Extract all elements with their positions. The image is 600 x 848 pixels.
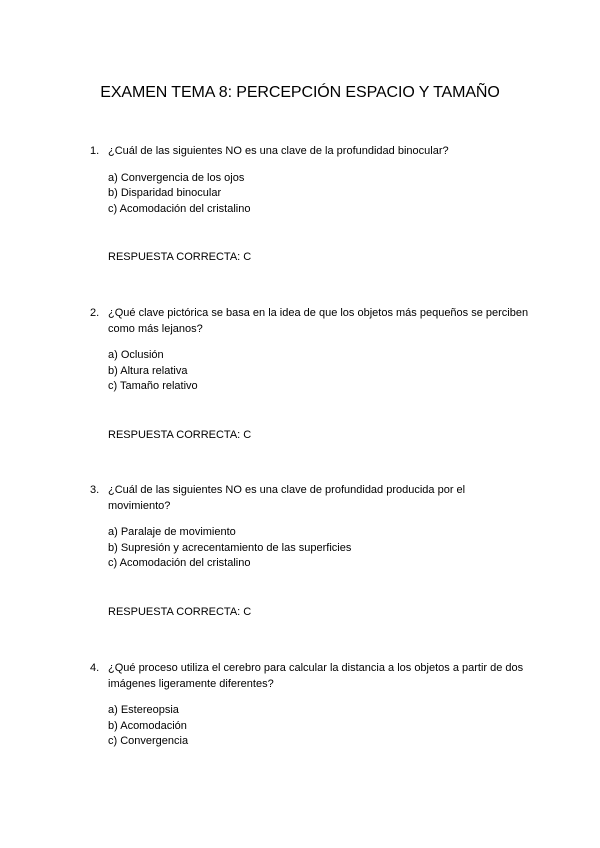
option-c: c) Tamaño relativo [108, 380, 198, 392]
question-number: 3. [90, 484, 100, 496]
question-2 [90, 306, 530, 443]
option-a: a) Paralaje de movimiento [108, 526, 236, 538]
option-c: c) Convergencia [108, 735, 189, 747]
option-b: b) Altura relativa [108, 364, 188, 377]
question-header [90, 144, 530, 160]
option-b: b) Acomodación [108, 719, 187, 732]
option-c: c) Acomodación del cristalino [108, 202, 251, 215]
correct-answer: RESPUESTA CORRECTA: C [108, 605, 252, 618]
question-text: ¿Cuál de las siguientes NO es una clave de profundidad producida por el movimiento? [108, 484, 466, 512]
question-header [90, 483, 530, 514]
question-1 [90, 144, 530, 266]
page-title: EXAMEN TEMA 8: PERCEPCIÓN ESPACIO Y TAMAÑO [100, 84, 500, 101]
question-number: 2. [90, 307, 100, 319]
question-number: 4. [90, 662, 100, 674]
option-a: a) Oclusión [108, 349, 164, 361]
question-number: 1. [90, 145, 100, 157]
option-a: a) Convergencia de los ojos [108, 171, 245, 184]
option-list [108, 525, 530, 572]
question-text: ¿Cuál de las siguientes NO es una clave de la profundidad binocular? [108, 145, 449, 157]
option-list [108, 703, 530, 750]
option-list [108, 348, 530, 395]
question-header [90, 661, 530, 692]
option-a: a) Estereopsia [108, 704, 179, 716]
question-text: ¿Qué proceso utiliza el cerebro para calcular la distancia a los objetos a partir de dos imágenes ligeramente diferentes? [108, 662, 524, 690]
correct-answer: RESPUESTA CORRECTA: C [108, 251, 252, 263]
option-b: b) Disparidad binocular [108, 187, 222, 199]
question-header [90, 306, 530, 337]
option-b: b) Supresión y acrecentamiento de las superficies [108, 541, 352, 554]
question-3 [90, 483, 530, 620]
option-c: c) Acomodación del cristalino [108, 557, 251, 569]
correct-answer: RESPUESTA CORRECTA: C [108, 428, 252, 441]
question-4 [90, 661, 530, 750]
option-list [108, 171, 530, 218]
question-text: ¿Qué clave pictórica se basa en la idea de que los objetos más pequeños se perciben como más lejanos? [108, 307, 529, 335]
